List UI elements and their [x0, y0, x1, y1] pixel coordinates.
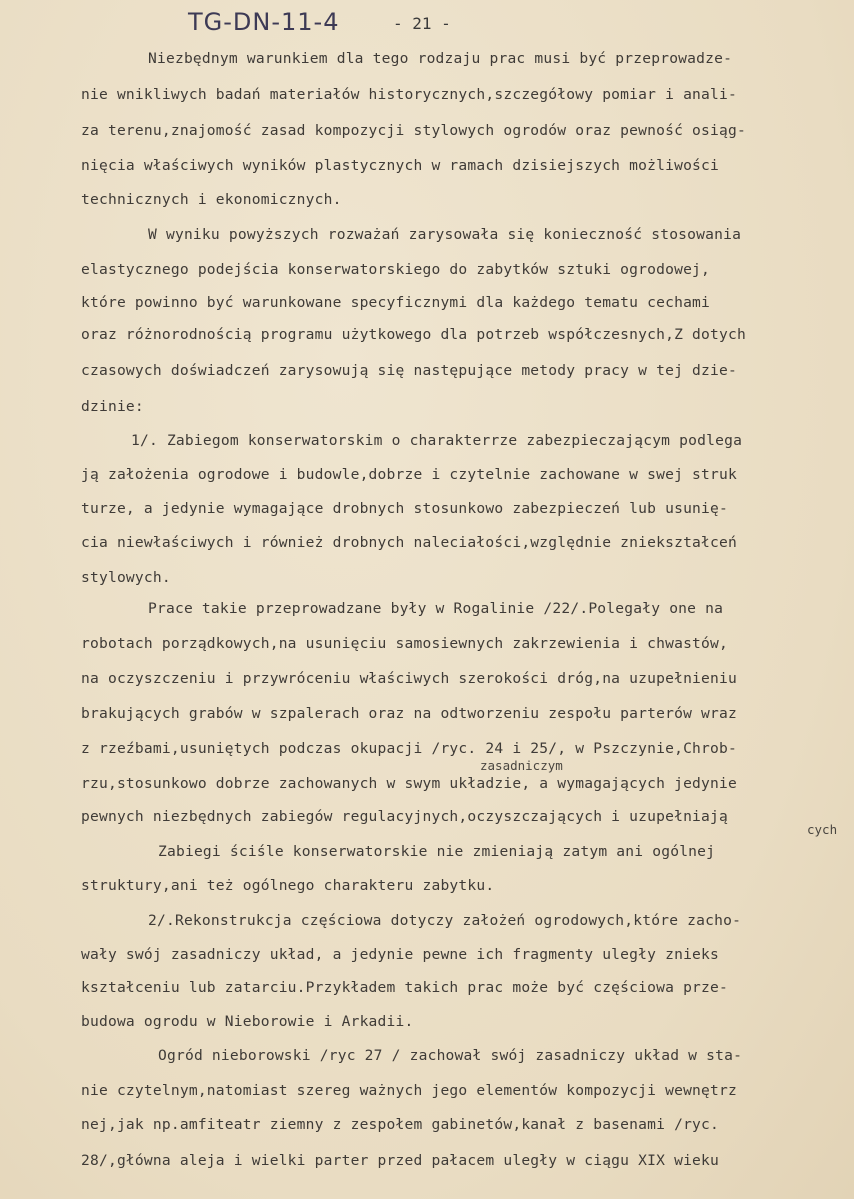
text-line: z rzeźbami,usuniętych podczas okupacji /ryc. 24 i 25/, w Pszczynie,Chrob-	[81, 740, 737, 757]
text-line: rzu,stosunkowo dobrze zachowanych w swym układzie, a wymagających jedynie	[81, 775, 737, 792]
text-line: oraz różnorodnością programu użytkowego dla potrzeb współczesnych,Z dotych	[81, 326, 746, 343]
text-line: brakujących grabów w szpalerach oraz na odtworzeniu zespołu parterów wraz	[81, 705, 737, 722]
text-line: W wyniku powyższych rozważań zarysowała się konieczność stosowania	[148, 226, 742, 243]
text-line: Prace takie przeprowadzane były w Rogalinie /22/.Polegały one na	[148, 600, 724, 617]
text-line: 1/. Zabiegom konserwatorskim o charakterrze zabezpieczającym podlega	[131, 432, 743, 449]
text-line: budowa ogrodu w Nieborowie i Arkadii.	[81, 1013, 414, 1030]
text-line: elastycznego podejścia konserwatorskiego do zabytków sztuki ogrodowej,	[81, 261, 711, 278]
text-line: cia niewłaściwych i również drobnych naleciałości,względnie zniekształceń	[81, 534, 737, 551]
text-line: czasowych doświadczeń zarysowują się następujące metody pracy w tej dzie-	[81, 362, 737, 379]
text-line: 28/,główna aleja i wielki parter przed pałacem uległy w ciągu XIX wieku	[81, 1152, 720, 1169]
text-line: nej,jak np.amfiteatr ziemny z zespołem gabinetów,kanał z basenami /ryc.	[81, 1116, 720, 1133]
archive-code: TG-DN-11-4	[188, 8, 340, 36]
page-number: - 21 -	[393, 14, 451, 33]
text-line: Niezbędnym warunkiem dla tego rodzaju prac musi być przeprowadze-	[148, 50, 733, 67]
text-line: turze, a jedynie wymagające drobnych stosunkowo zabezpieczeń lub usunię-	[81, 500, 729, 517]
interlinear-annotation: cych	[807, 822, 838, 837]
text-line: struktury,ani też ogólnego charakteru zabytku.	[81, 877, 495, 894]
text-line: nie wnikliwych badań materiałów historycznych,szczegółowy pomiar i anali-	[81, 86, 737, 103]
text-line: Zabiegi ściśle konserwatorskie nie zmieniają zatym ani ogólnej	[158, 843, 716, 860]
text-line: kształceniu lub zatarciu.Przykładem takich prac może być częściowa prze-	[81, 979, 729, 996]
text-line: nie czytelnym,natomiast szereg ważnych jego elementów kompozycji wewnętrz	[81, 1082, 737, 1099]
text-line: 2/.Rekonstrukcja częściowa dotyczy założeń ogrodowych,które zacho-	[148, 912, 742, 929]
text-line: Ogród nieborowski /ryc 27 / zachował swój zasadniczy układ w sta-	[158, 1047, 743, 1064]
text-line: nięcia właściwych wyników plastycznych w ramach dzisiejszych możliwości	[81, 157, 720, 174]
text-line: pewnych niezbędnych zabiegów regulacyjnych,oczyszczających i uzupełniają	[81, 808, 729, 825]
text-line: na oczyszczeniu i przywróceniu właściwych szerokości dróg,na uzupełnieniu	[81, 670, 737, 687]
text-line: stylowych.	[81, 569, 171, 586]
text-line: za terenu,znajomość zasad kompozycji stylowych ogrodów oraz pewność osiąg-	[81, 122, 746, 139]
text-line: ją założenia ogrodowe i budowle,dobrze i czytelnie zachowane w swej struk	[81, 466, 737, 483]
text-line: robotach porządkowych,na usunięciu samosiewnych zakrzewienia i chwastów,	[81, 635, 729, 652]
text-line: wały swój zasadniczy układ, a jedynie pewne ich fragmenty uległy znieks	[81, 946, 720, 963]
handwritten-annotation: zasadniczym	[480, 758, 563, 773]
text-line: które powinno być warunkowane specyficznymi dla każdego tematu cechami	[81, 294, 711, 311]
text-line: technicznych i ekonomicznych.	[81, 191, 342, 208]
text-line: dzinie:	[81, 398, 144, 415]
